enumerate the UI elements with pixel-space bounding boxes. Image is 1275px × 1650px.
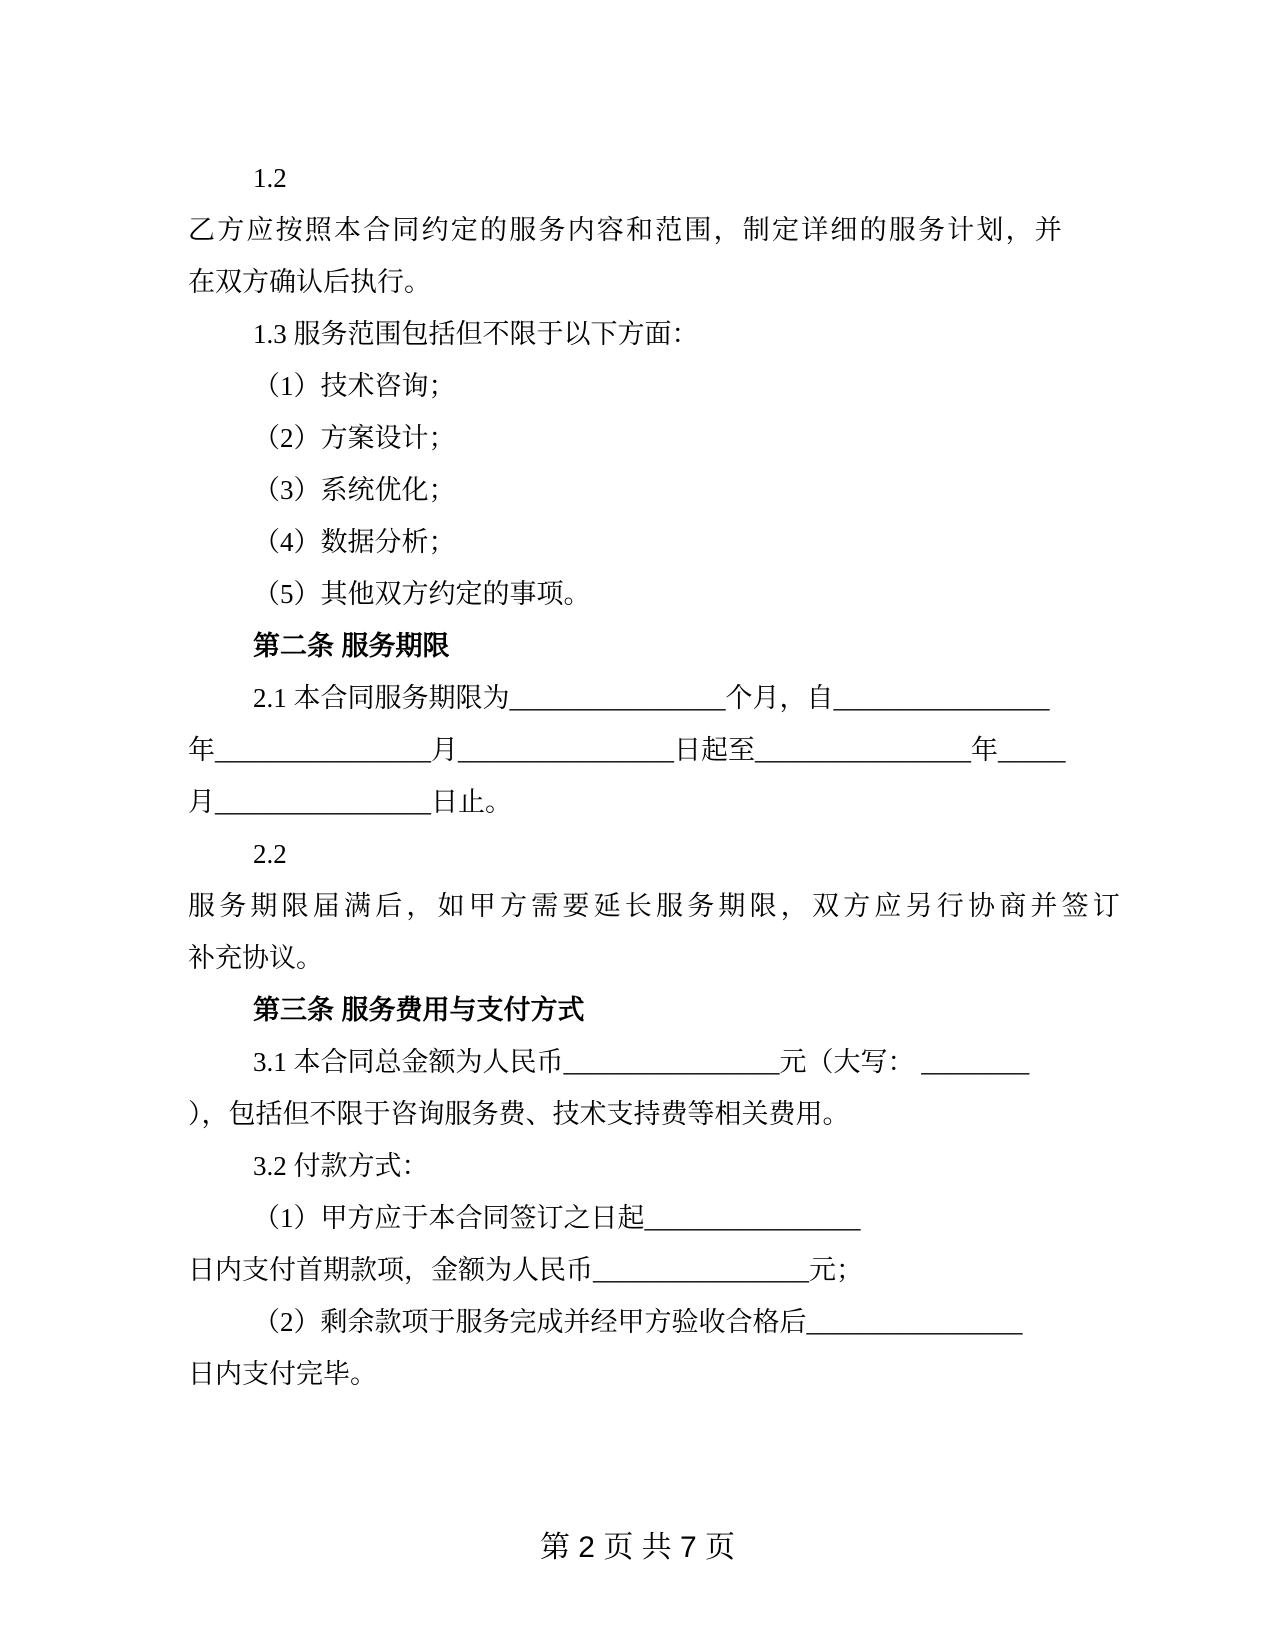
clause-1-2-number: 1.2 — [253, 163, 287, 193]
clause-3-2-text: 3.2 付款方式： — [253, 1151, 429, 1181]
clause-2-2-number: 2.2 — [253, 839, 287, 869]
scope-item-2: （2）方案设计； — [253, 423, 456, 453]
clause-2-1-line-3: 月________________日止。 — [188, 787, 512, 817]
clause-3-1-line-1: 3.1 本合同总金额为人民币________________元（大写： ________ — [253, 1047, 1030, 1077]
clause-1-2-text-line-2: 在双方确认后执行。 — [188, 267, 431, 297]
scope-item-5: （5）其他双方约定的事项。 — [253, 579, 591, 609]
payment-item-2-line-2: 日内支付完毕。 — [188, 1359, 377, 1389]
clause-1-2-text-line-1: 乙方应按照本合同约定的服务内容和范围，制定详细的服务计划，并 — [188, 215, 1064, 245]
scope-item-1: （1）技术咨询； — [253, 371, 456, 401]
scope-item-3: （3）系统优化； — [253, 475, 456, 505]
clause-2-1-line-2: 年________________月________________日起至________________年_____ — [188, 735, 1066, 765]
section-heading-article-3: 第三条 服务费用与支付方式 — [253, 995, 585, 1025]
page-number-footer: 第 2 页 共 7 页 — [539, 1531, 736, 1564]
payment-item-1-line-1: （1）甲方应于本合同签订之日起________________ — [253, 1203, 861, 1233]
payment-item-1-line-2: 日内支付首期款项，金额为人民币________________元； — [188, 1255, 863, 1285]
clause-2-2-text-line-2: 补充协议。 — [188, 943, 323, 973]
contract-body — [188, 152, 1124, 1400]
clause-3-1-line-2: ），包括但不限于咨询服务费、技术支持费等相关费用。 — [188, 1099, 850, 1129]
payment-item-2-line-1: （2）剩余款项于服务完成并经甲方验收合格后________________ — [253, 1307, 1023, 1337]
clause-2-2-text-line-1: 服务期限届满后，如甲方需要延长服务期限，双方应另行协商并签订 — [188, 891, 1124, 921]
scope-item-4: （4）数据分析； — [253, 527, 456, 557]
clause-1-3-text: 1.3 服务范围包括但不限于以下方面： — [253, 319, 699, 349]
section-heading-article-2: 第二条 服务期限 — [253, 631, 450, 661]
clause-2-1-line-1: 2.1 本合同服务期限为________________个月，自________________ — [253, 683, 1050, 713]
